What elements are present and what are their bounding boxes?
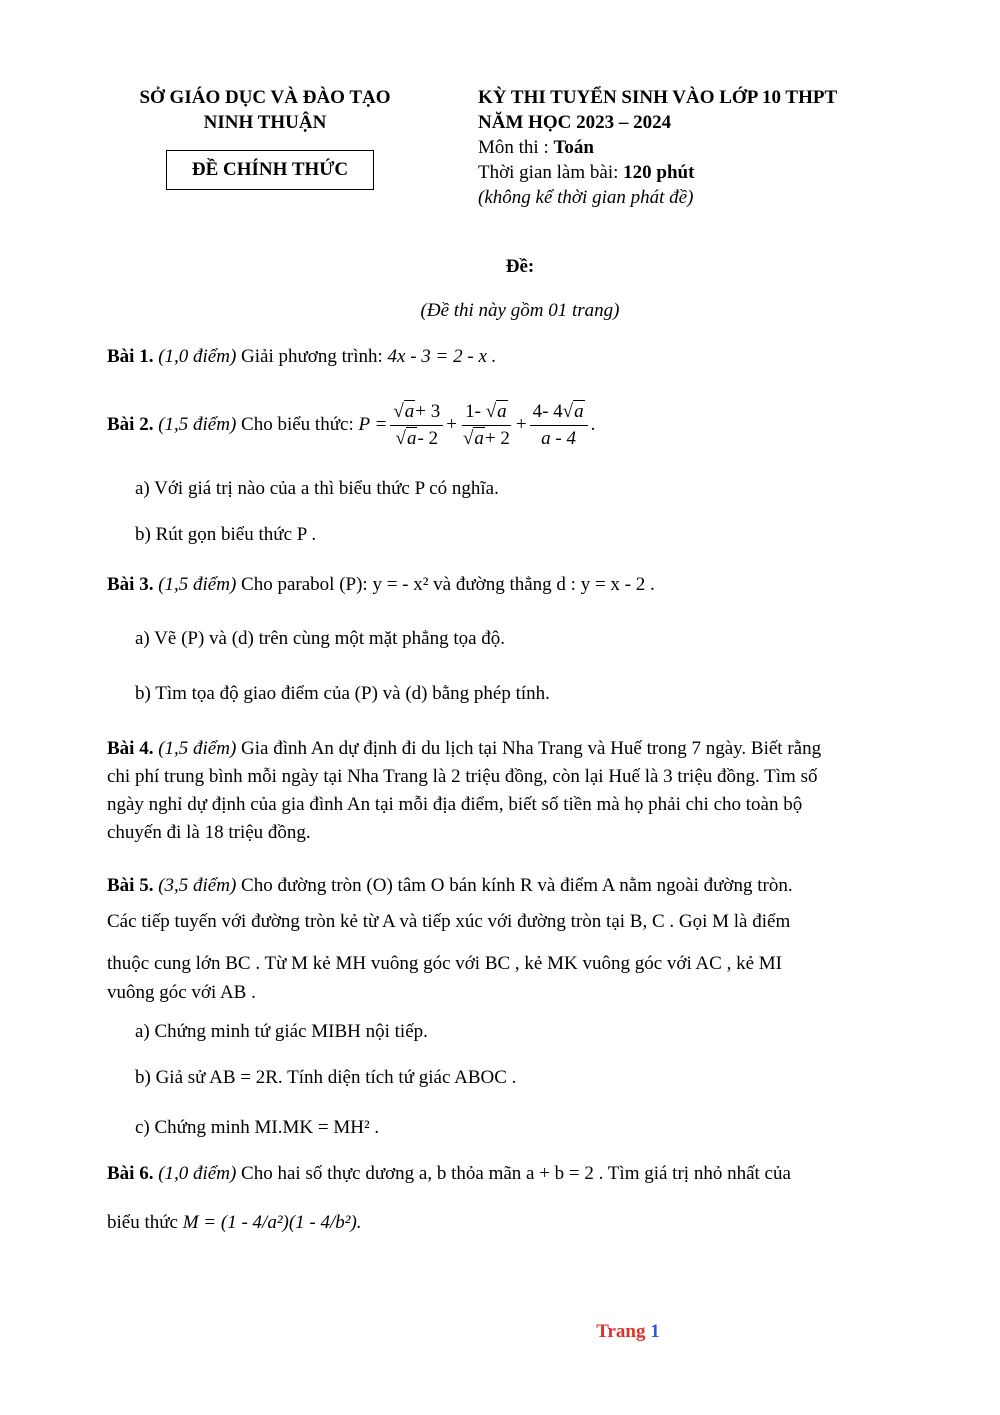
exam-title: KỲ THI TUYỂN SINH VÀO LỚP 10 THPT [478,87,838,108]
sqrt-a: a [474,427,484,449]
fraction-2-num: 1- [465,400,486,422]
page-subtitle: (Đề thi này gồm 01 trang) [420,300,620,321]
problem-5-line: thuộc cung lớn BC . Từ M kẻ MH vuông góc với BC , kẻ MK vuông góc với AC , kẻ MI [107,953,782,974]
problem-4-line: ngày nghỉ dự định của gia đình An tại mỗi địa điểm, biết số tiền mà họ phải chi cho toàn bộ [107,794,803,815]
problem-2-points: (1,5 điểm) [158,414,237,435]
problem-5c: c) Chứng minh MI.MK = MH² . [135,1117,380,1138]
sqrt-a: a [574,400,584,422]
expression-p-eq: P = [358,414,388,435]
problem-5a: a) Chứng minh tứ giác MIBH nội tiếp. [135,1021,428,1042]
expression-label: biểu thức [107,1212,183,1233]
exam-header [478,85,978,210]
problem-2a: a) Với giá trị nào của a thì biểu thức P có nghĩa. [135,478,499,499]
fraction-3-num: 4- 4 [532,400,563,422]
problem-5 [107,868,937,1004]
fraction-1-den: - 2 [417,427,439,449]
problem-6-text: Cho hai số thực dương a, b thỏa mãn a + b = 2 . Tìm giá trị nhỏ nhất của [241,1163,791,1184]
sqrt-a: a [404,400,415,422]
fraction-1: $\frac{√a+ 3}{√a- 2}$ [390,401,443,450]
problem-3-points: (1,5 điểm) [158,574,237,595]
problem-4-line: chuyến đi là 18 triệu đồng. [107,822,311,843]
time-label: Thời gian làm bài: [478,162,624,183]
page-footer [0,1321,1000,1343]
subject-line [478,135,978,160]
problem-3-label: Bài 3. [107,574,154,595]
fraction-3: $\frac{4- 4√a}{a - 4}$ [530,401,588,450]
problem-6-expression [107,1212,937,1234]
problem-4 [107,735,937,847]
problem-1-points: (1,0 điểm) [158,346,237,367]
fraction-2: $\frac{1- √a}{√a+ 2}$ [462,400,510,449]
problem-2b: b) Rút gọn biểu thức P . [135,524,317,545]
subject-label: Môn thi : [478,137,554,158]
problem-4-line: chi phí trung bình mỗi ngày tại Nha Trang là 2 triệu đồng, còn lại Huế là 3 triệu đồng. Tìm số [107,766,818,787]
fraction-3-den: a - 4 [541,427,576,449]
problem-1-label: Bài 1. [107,346,154,367]
problem-5-line: vuông góc với AB . [107,982,256,1003]
problem-1 [107,346,937,368]
problem-2-text: Cho biểu thức: [241,414,359,435]
official-stamp-text: ĐỀ CHÍNH THỨC [191,159,349,180]
time-value: 120 phút [623,162,695,183]
problem-6 [107,1163,937,1185]
school-year: NĂM HỌC 2023 – 2024 [478,112,672,133]
problem-3b: b) Tìm tọa độ giao điểm của (P) và (d) bằng phép tính. [135,683,550,704]
official-stamp [166,150,374,190]
problem-5-line: Các tiếp tuyến với đường tròn kẻ từ A và tiếp xúc với đường tròn tại B, C . Gọi M là điểm [107,911,791,932]
problem-5-label: Bài 5. [107,875,154,896]
fraction-2-den: + 2 [484,427,510,449]
sqrt-a: a [497,400,507,422]
problem-6-points: (1,0 điểm) [158,1163,237,1184]
problem-5b: b) Giả sử AB = 2R. Tính diện tích tứ giác ABOC . [135,1067,517,1088]
expression-m: M = (1 - 4/a²)(1 - 4/b²). [182,1212,362,1233]
problem-3 [107,574,937,596]
time-line [478,160,978,185]
sqrt-a: a [406,427,417,449]
page-title: Đề: [505,256,535,277]
page-label: Trang [596,1321,646,1342]
department-name: SỞ GIÁO DỤC VÀ ĐÀO TẠO [139,87,391,108]
problem-5-points: (3,5 điểm) [158,875,237,896]
problem-1-equation: 4x - 3 = 2 - x . [387,346,497,367]
problem-1-text: Giải phương trình: [241,346,388,367]
department-header [100,85,430,135]
problem-6-label: Bài 6. [107,1163,154,1184]
fraction-1-num: + 3 [415,400,441,422]
subject-value: Toán [553,137,594,158]
problem-2-label: Bài 2. [107,414,154,435]
time-note: (không kể thời gian phát đề) [478,187,694,208]
page-number: 1 [650,1321,660,1342]
problem-5-line: Cho đường tròn (O) tâm O bán kính R và điểm A nằm ngoài đường tròn. [241,875,793,896]
problem-3-text: Cho parabol (P): y = - x² và đường thẳng d : y = x - 2 . [241,574,655,595]
problem-4-points: (1,5 điểm) [158,738,237,759]
province-name: NINH THUẬN [203,112,327,133]
problem-2: Bài 2. (1,5 điểm) Cho biểu thức: P = $\frac{√a+ 3}{√a- 2}$ + $\frac{1- √a}{√a+ 2}$ + $\frac{4- 4√a}{a - 4}$ . [107,400,596,449]
problem-4-line: Gia đình An dự định đi du lịch tại Nha Trang và Huế trong 7 ngày. Biết rằng [241,738,822,759]
problem-4-label: Bài 4. [107,738,154,759]
problem-3a: a) Vẽ (P) và (d) trên cùng một mặt phẳng tọa độ. [135,628,506,649]
